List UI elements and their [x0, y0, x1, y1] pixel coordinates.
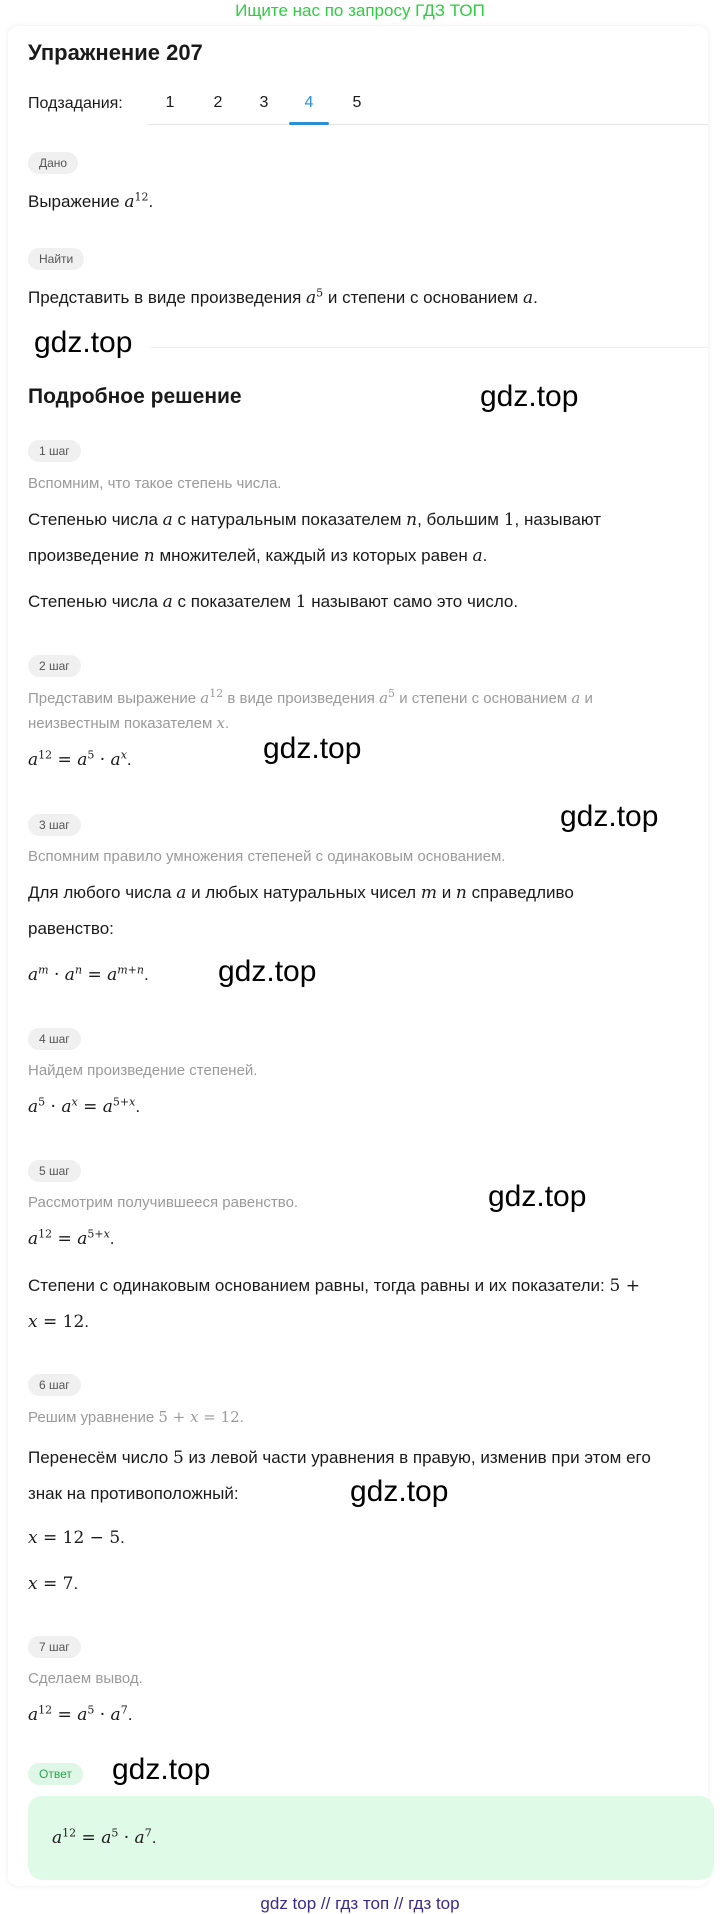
watermark: gdz.top: [488, 1180, 587, 1213]
step-6-text: Перенесём число 5 из левой части уравнения в правую, изменив при этом его знак на противоположный:: [28, 1448, 651, 1503]
answer-box: [28, 1796, 714, 1880]
subtasks-label: Подзадания:: [28, 95, 123, 112]
given-text: Выражение $a^{12}$.: [28, 190, 154, 212]
step-3-badge: 3 шаг: [28, 814, 81, 836]
step-5-conclusion: Степени с одинаковым основанием равны, тогда равны и их показатели: 5 + x = 12.: [28, 1276, 640, 1332]
watermark: gdz.top: [560, 800, 659, 833]
tab-4[interactable]: 4: [304, 94, 314, 111]
watermark: gdz.top: [34, 326, 133, 359]
search-banner: Ищите нас по запросу ГДЗ ТОП: [235, 1, 485, 20]
page-title: Упражнение 207: [28, 40, 203, 65]
watermark: gdz.top: [218, 955, 317, 988]
step-3-formula: $a^m \cdot a^n = a^{m+n}$.: [28, 963, 149, 985]
tab-2[interactable]: 2: [213, 94, 223, 111]
given-badge: Дано: [28, 152, 78, 174]
subtask-tabs: [148, 84, 708, 125]
step-3-hint: Вспомним правило умножения степеней с одинаковым основанием.: [28, 848, 506, 865]
step-1-definition: Степенью числа a с натуральным показателем n, большим 1, называют произведение n множителей, каждый из которых равен a.: [28, 510, 602, 566]
tab-3[interactable]: 3: [259, 94, 269, 111]
answer-formula: $a^{12} = a^5 \cdot a^7$.: [52, 1826, 157, 1848]
find-text: Представить в виде произведения $a^5$ и степени с основанием a.: [28, 286, 538, 308]
divider: [150, 347, 708, 348]
step-1-power-one: Степенью числа a с показателем 1 называют само это число.: [28, 592, 519, 612]
step-5-badge: 5 шаг: [28, 1160, 81, 1182]
step-2-hint: Представим выражение $a^{12}$ в виде произведения $a^5$ и степени с основанием a и неизвестным показателем x.: [28, 687, 593, 732]
step-6-formula-2: x = 7.: [28, 1574, 79, 1594]
answer-badge: Ответ: [28, 1763, 83, 1785]
active-tab-indicator: [289, 122, 329, 125]
watermark: gdz.top: [480, 380, 579, 413]
step-7-badge: 7 шаг: [28, 1636, 81, 1658]
watermark: gdz.top: [263, 732, 362, 765]
step-6-badge: 6 шаг: [28, 1374, 81, 1396]
step-6-formula-1: x = 12 − 5.: [28, 1528, 125, 1548]
step-7-formula: $a^{12} = a^5 \cdot a^7$.: [28, 1703, 133, 1725]
footer-links[interactable]: gdz top // гдз топ // гдз top: [260, 1894, 460, 1913]
step-1-badge: 1 шаг: [28, 440, 81, 462]
solution-title: Подробное решение: [28, 385, 242, 408]
watermark: gdz.top: [112, 1753, 211, 1786]
step-7-hint: Сделаем вывод.: [28, 1670, 143, 1687]
step-5-formula: $a^{12} = a^{5+x}$.: [28, 1227, 115, 1249]
step-4-badge: 4 шаг: [28, 1028, 81, 1050]
watermark: gdz.top: [350, 1475, 449, 1508]
step-6-hint: Решим уравнение 5 + x = 12.: [28, 1408, 244, 1426]
step-2-badge: 2 шаг: [28, 655, 81, 677]
step-1-hint: Вспомним, что такое степень числа.: [28, 475, 282, 492]
step-5-hint: Рассмотрим получившееся равенство.: [28, 1194, 299, 1211]
tab-5[interactable]: 5: [352, 94, 362, 111]
tab-1[interactable]: 1: [165, 94, 175, 111]
step-4-formula: $a^5 \cdot a^x = a^{5+x}$.: [28, 1095, 141, 1117]
find-badge: Найти: [28, 248, 84, 270]
step-2-formula: $a^{12} = a^5 \cdot a^x$.: [28, 748, 132, 770]
step-3-rule: Для любого числа a и любых натуральных чисел m и n справедливо равенство:: [28, 883, 574, 938]
step-4-hint: Найдем произведение степеней.: [28, 1062, 258, 1079]
